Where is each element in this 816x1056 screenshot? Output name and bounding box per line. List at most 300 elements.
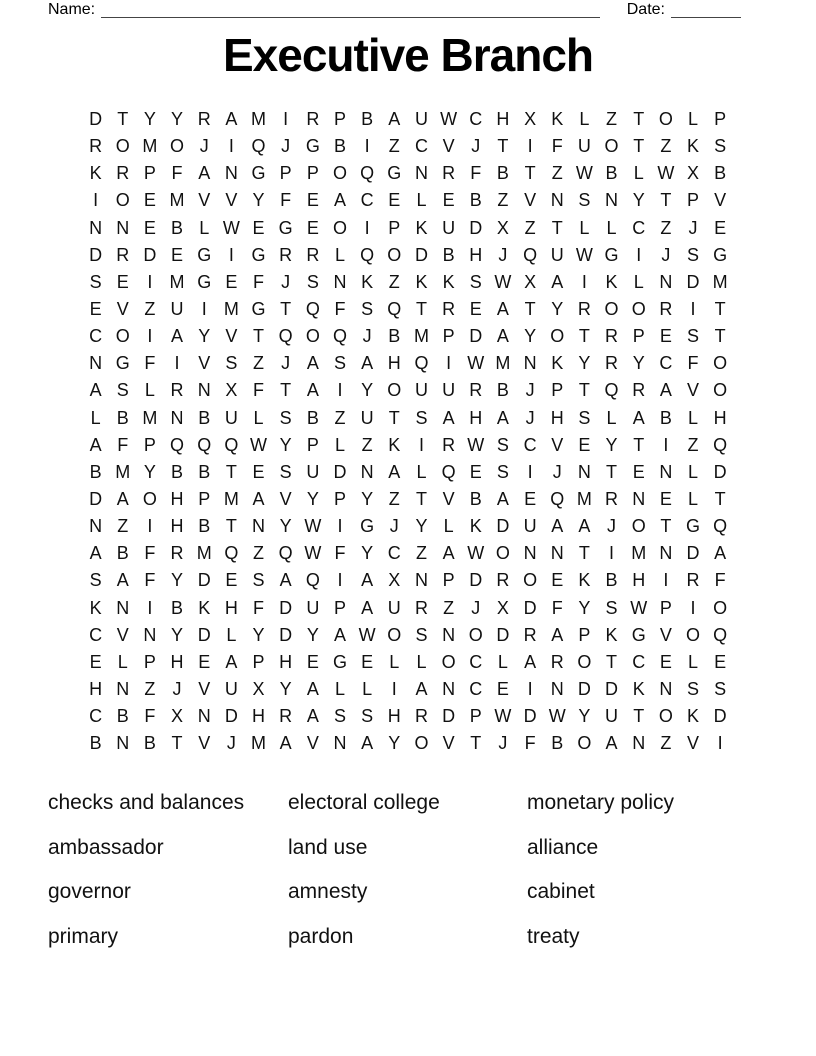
grid-letter: W	[630, 597, 648, 618]
grid-letter: A	[388, 461, 401, 482]
grid-letter: K	[89, 597, 102, 618]
grid-letter: S	[714, 678, 727, 699]
grid-letter: L	[334, 434, 345, 455]
grid-letter: G	[115, 353, 130, 374]
grid-letter: Q	[197, 434, 212, 455]
grid-letter: U	[442, 380, 456, 401]
grid-letter: X	[388, 570, 401, 591]
grid-letter: S	[687, 678, 700, 699]
grid-letter: B	[469, 488, 482, 509]
grid-letter: V	[225, 326, 238, 347]
grid-letter: M	[413, 326, 429, 347]
grid-letter: F	[117, 434, 129, 455]
grid-letter: E	[714, 651, 727, 672]
grid-letter: C	[469, 678, 483, 699]
grid-letter: V	[306, 733, 319, 754]
word-list-item: cabinet	[527, 880, 595, 904]
grid-letter: E	[551, 570, 564, 591]
grid-letter: B	[496, 380, 509, 401]
grid-letter: I	[228, 136, 234, 157]
grid-letter: T	[415, 298, 427, 319]
grid-letter: I	[337, 516, 343, 537]
grid-letter: B	[659, 407, 672, 428]
grid-letter: O	[713, 597, 728, 618]
grid-letter: B	[116, 706, 129, 727]
grid-letter: O	[332, 163, 347, 184]
grid-letter: W	[222, 217, 240, 238]
grid-letter: N	[197, 380, 211, 401]
grid-letter: S	[469, 271, 482, 292]
grid-letter: O	[658, 706, 673, 727]
grid-letter: N	[252, 516, 266, 537]
grid-letter: D	[197, 570, 211, 591]
grid-letter: Q	[305, 570, 320, 591]
grid-letter: R	[279, 244, 293, 265]
grid-letter: A	[361, 353, 374, 374]
grid-row	[82, 269, 734, 296]
grid-letter: M	[223, 298, 239, 319]
grid-letter: P	[252, 651, 265, 672]
grid-letter: L	[334, 678, 345, 699]
grid-letter: Y	[143, 461, 156, 482]
grid-letter: I	[201, 298, 207, 319]
grid-letter: L	[688, 651, 699, 672]
grid-letter: S	[89, 271, 102, 292]
grid-letter: F	[551, 136, 563, 157]
grid-letter: V	[116, 624, 129, 645]
grid-letter: A	[116, 488, 129, 509]
grid-letter: D	[523, 706, 537, 727]
grid-letter: L	[90, 407, 101, 428]
grid-letter: Q	[332, 326, 347, 347]
grid-letter: T	[660, 516, 672, 537]
grid-letter: T	[633, 136, 645, 157]
grid-letter: J	[552, 461, 562, 482]
grid-letter: V	[442, 488, 455, 509]
word-list-item: alliance	[527, 835, 599, 859]
grid-letter: I	[364, 217, 370, 238]
grid-letter: Z	[361, 434, 373, 455]
grid-letter: Y	[605, 434, 618, 455]
grid-letter: S	[714, 136, 727, 157]
grid-letter: R	[170, 543, 184, 564]
grid-letter: Y	[143, 109, 156, 129]
grid-letter: P	[143, 651, 156, 672]
grid-letter: A	[442, 543, 455, 564]
grid-letter: G	[251, 163, 266, 184]
grid-letter: N	[414, 570, 428, 591]
grid-row	[82, 106, 734, 133]
grid-letter: Z	[660, 217, 672, 238]
grid-letter: C	[387, 543, 401, 564]
grid-letter: L	[144, 380, 155, 401]
grid-letter: T	[578, 543, 590, 564]
grid-letter: I	[391, 678, 397, 699]
grid-letter: U	[306, 461, 320, 482]
grid-letter: S	[333, 706, 346, 727]
grid-letter: A	[198, 163, 211, 184]
grid-letter: W	[467, 353, 485, 374]
grid-letter: F	[253, 380, 265, 401]
grid-letter: Q	[360, 244, 375, 265]
grid-letter: A	[659, 380, 672, 401]
grid-letter: O	[142, 488, 157, 509]
grid-letter: N	[116, 733, 130, 754]
grid-letter: B	[714, 163, 727, 184]
grid-letter: I	[581, 271, 587, 292]
grid-letter: D	[333, 461, 347, 482]
grid-letter: M	[251, 733, 267, 754]
grid-letter: K	[551, 109, 564, 129]
grid-letter: E	[632, 461, 645, 482]
grid-row	[82, 540, 734, 567]
grid-letter: A	[442, 407, 455, 428]
grid-letter: I	[446, 353, 452, 374]
grid-letter: K	[632, 678, 645, 699]
grid-letter: H	[89, 678, 103, 699]
grid-letter: J	[389, 516, 399, 537]
grid-letter: Q	[713, 434, 728, 455]
grid-letter: N	[89, 516, 103, 537]
word-list-column	[527, 788, 816, 966]
grid-letter: S	[89, 570, 102, 591]
grid-letter: H	[279, 651, 293, 672]
grid-letter: X	[171, 706, 184, 727]
grid-letter: G	[604, 244, 619, 265]
grid-letter: P	[333, 488, 346, 509]
grid-letter: B	[116, 407, 129, 428]
grid-letter: K	[605, 271, 618, 292]
word-list-item: electoral college	[288, 791, 440, 815]
grid-letter: O	[658, 109, 673, 129]
grid-letter: A	[578, 516, 591, 537]
grid-letter: B	[496, 163, 509, 184]
grid-letter: N	[659, 678, 673, 699]
grid-letter: E	[306, 217, 319, 238]
grid-letter: M	[169, 190, 185, 211]
grid-letter: E	[198, 651, 211, 672]
grid-letter: Q	[441, 461, 456, 482]
grid-letter: P	[143, 163, 156, 184]
grid-letter: K	[469, 516, 482, 537]
grid-letter: F	[253, 597, 265, 618]
grid-letter: B	[333, 136, 346, 157]
grid-letter: T	[225, 516, 237, 537]
grid-letter: Y	[551, 298, 564, 319]
grid-letter: D	[577, 678, 591, 699]
grid-letter: N	[550, 543, 564, 564]
grid-letter: O	[387, 380, 402, 401]
grid-letter: N	[143, 624, 157, 645]
grid-letter: O	[414, 733, 429, 754]
grid-letter: V	[714, 190, 727, 211]
grid-letter: F	[144, 570, 156, 591]
grid-letter: E	[442, 190, 455, 211]
grid-letter: B	[171, 461, 184, 482]
grid-letter: H	[469, 407, 483, 428]
grid-letter: H	[170, 516, 184, 537]
grid-letter: O	[468, 624, 483, 645]
grid-letter: E	[252, 461, 265, 482]
grid-letter: J	[281, 353, 291, 374]
grid-letter: O	[713, 380, 728, 401]
grid-letter: I	[527, 461, 533, 482]
grid-letter: S	[116, 380, 129, 401]
grid-letter: O	[387, 244, 402, 265]
grid-letter: Q	[305, 298, 320, 319]
grid-letter: W	[467, 434, 485, 455]
grid-letter: V	[659, 624, 672, 645]
grid-letter: Q	[224, 543, 239, 564]
grid-letter: B	[116, 543, 129, 564]
grid-letter: H	[224, 597, 238, 618]
grid-letter: L	[443, 516, 454, 537]
grid-letter: R	[170, 380, 184, 401]
grid-letter: G	[713, 244, 728, 265]
grid-letter: A	[333, 624, 346, 645]
grid-letter: O	[332, 217, 347, 238]
grid-letter: T	[225, 461, 237, 482]
grid-letter: D	[442, 706, 456, 727]
grid-letter: I	[337, 380, 343, 401]
grid-letter: Y	[279, 434, 292, 455]
grid-letter: B	[605, 570, 618, 591]
grid-letter: I	[147, 326, 153, 347]
grid-letter: B	[361, 109, 374, 129]
grid-letter: M	[495, 353, 511, 374]
grid-letter: T	[470, 733, 482, 754]
grid-letter: T	[524, 163, 536, 184]
grid-letter: P	[551, 380, 564, 401]
grid-letter: B	[388, 326, 401, 347]
grid-letter: P	[469, 706, 482, 727]
grid-letter: N	[333, 733, 347, 754]
grid-letter: L	[688, 461, 699, 482]
grid-letter: T	[551, 217, 563, 238]
grid-letter: H	[713, 407, 727, 428]
grid-letter: A	[551, 624, 564, 645]
grid-letter: I	[690, 298, 696, 319]
grid-letter: H	[387, 353, 401, 374]
grid-row	[82, 459, 734, 486]
grid-letter: O	[631, 298, 646, 319]
grid-letter: P	[306, 434, 319, 455]
grid-letter: A	[361, 570, 374, 591]
grid-letter: Z	[551, 163, 563, 184]
grid-row	[82, 486, 734, 513]
grid-letter: Y	[306, 624, 319, 645]
grid-letter: R	[89, 136, 103, 157]
grid-letter: J	[172, 678, 182, 699]
grid-letter: A	[496, 488, 509, 509]
grid-row	[82, 676, 734, 703]
grid-letter: Y	[361, 543, 374, 564]
word-list-item: treaty	[527, 924, 580, 948]
grid-letter: U	[605, 706, 619, 727]
grid-letter: G	[360, 516, 375, 537]
word-search-grid	[82, 106, 734, 757]
grid-letter: B	[198, 407, 211, 428]
grid-letter: E	[361, 651, 374, 672]
grid-letter: Y	[252, 624, 265, 645]
grid-letter: A	[116, 570, 129, 591]
grid-letter: L	[688, 488, 699, 509]
grid-letter: N	[360, 461, 374, 482]
grid-letter: V	[687, 733, 700, 754]
grid-letter: R	[306, 244, 320, 265]
grid-letter: N	[632, 733, 646, 754]
grid-letter: Q	[713, 516, 728, 537]
grid-letter: J	[661, 244, 671, 265]
grid-letter: K	[687, 136, 700, 157]
grid-letter: I	[418, 434, 424, 455]
grid-letter: A	[496, 298, 509, 319]
grid-letter: M	[169, 271, 185, 292]
grid-letter: H	[170, 651, 184, 672]
grid-letter: O	[115, 136, 130, 157]
grid-letter: Z	[253, 543, 265, 564]
grid-letter: J	[362, 326, 372, 347]
grid-letter: N	[333, 271, 347, 292]
grid-letter: Q	[170, 434, 185, 455]
grid-letter: J	[498, 733, 508, 754]
grid-letter: W	[440, 109, 458, 129]
grid-letter: A	[605, 733, 618, 754]
grid-letter: R	[605, 488, 619, 509]
grid-row	[82, 567, 734, 594]
grid-letter: J	[688, 217, 698, 238]
grid-letter: T	[633, 434, 645, 455]
grid-letter: S	[333, 353, 346, 374]
grid-letter: D	[496, 624, 510, 645]
grid-letter: W	[250, 434, 268, 455]
grid-letter: M	[631, 543, 647, 564]
grid-letter: L	[606, 407, 617, 428]
grid-letter: B	[469, 190, 482, 211]
grid-letter: D	[89, 488, 103, 509]
grid-row	[82, 405, 734, 432]
grid-letter: R	[306, 109, 320, 129]
grid-letter: Y	[361, 488, 374, 509]
grid-letter: F	[171, 163, 183, 184]
grid-letter: D	[143, 244, 157, 265]
word-list-column	[48, 788, 288, 966]
grid-row	[82, 296, 734, 323]
grid-letter: R	[442, 298, 456, 319]
grid-letter: R	[605, 353, 619, 374]
grid-letter: T	[606, 651, 618, 672]
grid-letter: N	[550, 678, 564, 699]
grid-letter: I	[609, 543, 615, 564]
grid-letter: Q	[414, 353, 429, 374]
grid-letter: L	[416, 461, 427, 482]
grid-letter: N	[197, 706, 211, 727]
grid-letter: W	[467, 543, 485, 564]
grid-letter: R	[414, 597, 428, 618]
grid-letter: C	[659, 353, 673, 374]
grid-letter: E	[496, 678, 509, 699]
grid-row	[82, 595, 734, 622]
grid-letter: E	[714, 217, 727, 238]
word-list-item: land use	[288, 835, 368, 859]
grid-letter: R	[659, 298, 673, 319]
grid-letter: W	[548, 706, 566, 727]
grid-letter: J	[199, 136, 209, 157]
grid-letter: E	[578, 434, 591, 455]
grid-letter: X	[687, 163, 700, 184]
grid-letter: I	[283, 109, 289, 129]
grid-letter: W	[657, 163, 675, 184]
grid-letter: O	[604, 298, 619, 319]
grid-letter: Z	[388, 136, 400, 157]
grid-letter: I	[527, 678, 533, 699]
grid-letter: I	[663, 434, 669, 455]
grid-letter: I	[663, 570, 669, 591]
grid-letter: B	[306, 407, 319, 428]
grid-letter: N	[605, 190, 619, 211]
grid-letter: R	[686, 570, 700, 591]
grid-letter: Y	[171, 624, 184, 645]
grid-letter: V	[198, 190, 211, 211]
grid-letter: Y	[198, 326, 211, 347]
grid-letter: R	[577, 298, 591, 319]
grid-letter: T	[415, 488, 427, 509]
grid-row	[82, 187, 734, 214]
grid-letter: T	[660, 190, 672, 211]
grid-letter: Z	[117, 516, 129, 537]
grid-letter: A	[496, 326, 509, 347]
grid-letter: Z	[388, 271, 400, 292]
grid-letter: T	[578, 326, 590, 347]
grid-letter: V	[116, 298, 129, 319]
grid-letter: O	[387, 624, 402, 645]
grid-row	[82, 323, 734, 350]
grid-letter: T	[578, 380, 590, 401]
grid-letter: D	[605, 678, 619, 699]
grid-letter: G	[332, 651, 347, 672]
word-list-item: pardon	[288, 924, 354, 948]
grid-letter: R	[197, 109, 211, 129]
grid-letter: A	[333, 190, 346, 211]
grid-row	[82, 242, 734, 269]
grid-letter: A	[496, 407, 509, 428]
grid-letter: N	[659, 543, 673, 564]
grid-letter: T	[714, 298, 726, 319]
grid-row	[82, 377, 734, 404]
grid-letter: R	[632, 380, 646, 401]
grid-letter: D	[224, 706, 238, 727]
grid-letter: Z	[687, 434, 699, 455]
grid-letter: E	[659, 326, 672, 347]
grid-letter: B	[89, 733, 102, 754]
grid-letter: N	[442, 624, 456, 645]
grid-letter: B	[442, 244, 455, 265]
grid-letter: E	[306, 190, 319, 211]
grid-letter: L	[334, 244, 345, 265]
grid-letter: R	[116, 244, 130, 265]
grid-letter: N	[523, 543, 537, 564]
grid-letter: G	[305, 136, 320, 157]
grid-letter: P	[578, 624, 591, 645]
grid-letter: F	[687, 353, 699, 374]
grid-letter: N	[442, 678, 456, 699]
grid-letter: X	[252, 678, 265, 699]
grid-letter: R	[469, 380, 483, 401]
grid-letter: O	[631, 516, 646, 537]
grid-letter: E	[225, 570, 238, 591]
grid-letter: E	[143, 190, 156, 211]
grid-letter: T	[633, 109, 645, 129]
